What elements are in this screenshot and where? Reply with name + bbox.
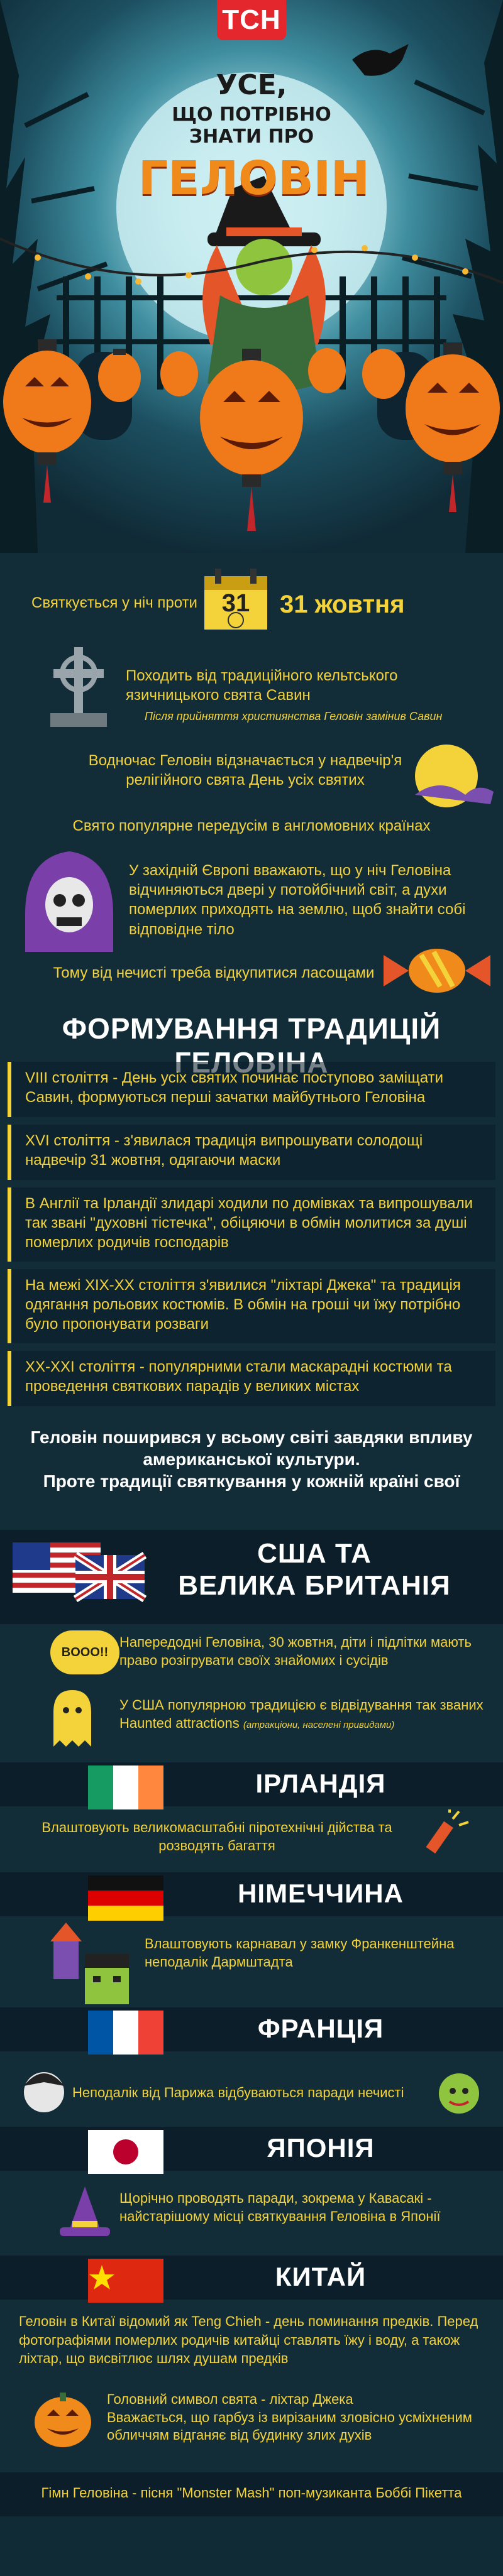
germany-flag [88, 1875, 163, 1926]
candy-icon [377, 942, 497, 999]
jack-o-lantern-icon [31, 2388, 94, 2450]
reaper-skull-icon [25, 851, 113, 952]
usa-title-line1: США ТА [257, 1538, 372, 1569]
witch-hat-icon [57, 2186, 113, 2243]
china-flag [88, 2259, 163, 2309]
china-title: КИТАЙ [275, 2262, 367, 2291]
brand-logo[interactable]: ТСН [217, 0, 286, 40]
germany-item: Влаштовують карнавал у замку Франкенштейна неподалік Дармштадта [145, 1936, 455, 1970]
usa-title-line2: ВЕЛИКА БРИТАНІЯ [178, 1569, 451, 1601]
usa-item2-note: (атракціони, населені привидами) [243, 1719, 395, 1730]
firework-rocket-icon [415, 1809, 472, 1866]
eve-text: Водночас Геловін відзначається у надвечір'я релігійного свята День усіх святих [88, 752, 402, 789]
germany-title: НІМЕЧЧИНА [238, 1879, 404, 1908]
history-title: ФОРМУВАННЯ ТРАДИЦІЙ [62, 1012, 441, 1045]
moon-bats-icon [402, 741, 497, 810]
japan-item: Щорічно проводять паради, зокрема у Кавасакі - найстарішому місці святкування Геловіна в Японії [119, 2190, 441, 2224]
hero-banner [0, 0, 503, 553]
usa-item2 [119, 1696, 484, 1732]
ireland-flag [88, 1766, 163, 1816]
ireland-title: ІРЛАНДІЯ [255, 1769, 386, 1798]
usa-item1: Напередодні Геловіна, 30 жовтня, діти і підлітки мають право розігрувати своїх знайомих і сусідів [119, 1634, 472, 1668]
china-item2 [107, 2391, 484, 2445]
japan-flag [88, 2130, 163, 2180]
witch-face-icon [434, 2067, 484, 2117]
spread-text [13, 1426, 490, 1492]
boo-speech-bubble: BOOO!! [50, 1630, 119, 1674]
hero-title-line2: ЩО ПОТРІБНО ЗНАТИ ПРО [172, 104, 331, 148]
hero-title-line3: ГЕЛОВІН [138, 151, 370, 205]
spread-line1: Геловін поширився у всьому світі завдяки впливу американської культури. [30, 1427, 473, 1469]
anthem-text: Гімн Геловіна - пісня "Monster Mash" поп-музиканта Боббі Пікетта [41, 2485, 462, 2501]
history-item: VIII століття - День усіх святих починає поступово заміщати Савин, формуються перші зачатки майбутнього Геловіна [8, 1062, 495, 1117]
japan-title: ЯПОНІЯ [267, 2133, 375, 2163]
france-item: Неподалік від Парижа відбуваються паради нечисті [72, 2085, 404, 2100]
history-item: XX-XXI століття - популярними стали маскарадні костюми та проведення святкових парадів у великих містах [8, 1351, 495, 1406]
celtic-cross-icon [44, 647, 113, 729]
history-item: На межі XIX-XX століття з'явилися "ліхтарі Джека" та традиція одягання рольових костюмів. В обмін на гроші чи їжу потрібно було пропонувати розваги [8, 1269, 495, 1343]
history-item: В Англії та Ірландії злидарі ходили по домівках та випрошували так звані "духовні тістечка", обіцяючи в обмін молитися за душі померлих родичів господарів [8, 1187, 495, 1262]
china-item1: Геловін в Китаї відомий як Teng Chieh - день поминання предків. Перед фотографіями померлих родичів китайці ставлять їжу і воду, а також ліхтар, що висвітлює шлях душам предків [19, 2313, 478, 2367]
origin-text: Походить від традиційного кельтського язичницького свята Савин [126, 667, 398, 704]
usa-uk-flags [13, 1536, 151, 1612]
footer-spacer [0, 2516, 503, 2576]
china-item2-line1: Головний символ свята - ліхтар Джека [107, 2391, 353, 2407]
belief-text: У західній Європі вважають, що у ніч Геловіна відчиняються двері у потойбічний світ, а духи померлих приходять на землю, щоб знайти собі відповідне тіло [129, 862, 466, 938]
china-item2-line2: Вважається, що гарбуз із вирізаним зловісно усміхненим обличчям відганяє від будинку злих духів [107, 2409, 472, 2443]
france-flag [88, 2011, 163, 2061]
hero-title [138, 69, 370, 205]
castle-frankenstein-icon [50, 1923, 138, 2004]
origin-note: Після прийняття християнства Геловін замінив Савин [145, 710, 443, 723]
date-prefix: Святкується у ніч проти [31, 594, 197, 611]
hero-title-line1: УСЕ, [216, 69, 287, 101]
sweets-text: Тому від нечисті треба відкупитися ласощами [53, 964, 375, 981]
vampire-icon [19, 2067, 69, 2117]
date-suffix: 31 жовтня [280, 591, 405, 618]
france-title: ФРАНЦІЯ [257, 2014, 384, 2043]
history-item: XVI століття - з'явилася традиція випрошувати солодощі надвечір 31 жовтня, одягаючи маски [8, 1125, 495, 1180]
usa-item2-text: У США популярною традицією є відвідування так званих Haunted attractions [119, 1697, 484, 1731]
calendar-day: 31 [221, 589, 250, 617]
spread-line2: Проте традиції святкування у кожній країні свої [43, 1471, 460, 1491]
popular-text: Свято популярне передусім в англомовних країнах [72, 817, 431, 834]
usa-title [138, 1538, 490, 1602]
ghost-icon [53, 1690, 91, 1747]
ireland-item: Влаштовують великомасштабні піротехнічні дійства та розводять багаття [41, 1820, 392, 1853]
